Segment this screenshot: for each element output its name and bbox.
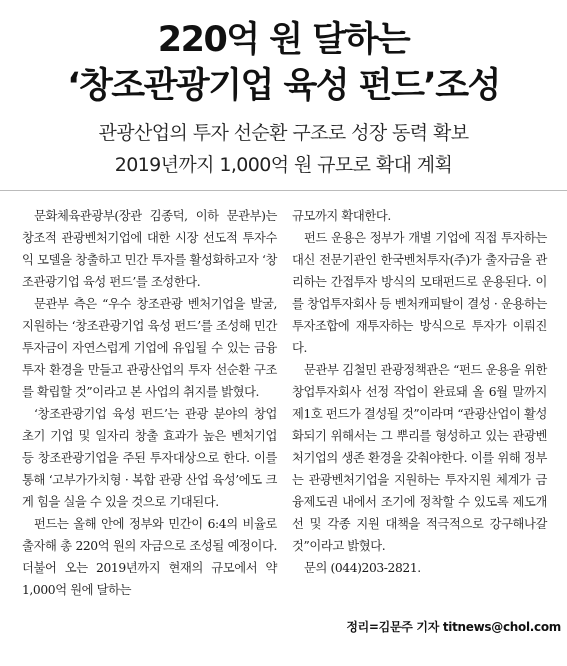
paragraph: 문관부 김철민 관광정책관은 “펀드 운용을 위한 창업투자회사 선정 작업이 완료돼 올 6월 말까지 제1호 펀드가 결성될 것”이라며 “관광산업이 활성화되기 위해서는 그 뿌리를 형성하고 있는 관광벤처기업의 생존 환경을 갖춰야한다. 이를 위해 정부는 관광벤처기업을 지원하는 투자지원 체계가 금융제도권 내에서 조기에 정착할 수 있도록 제도개선 및 각종 지원 대책을 적극적으로 강구해나갈 것”이라고 밝혔다.	[292, 363, 547, 553]
headline-line-2: ‘창조관광기업 육성 펀드’조성	[67, 66, 500, 106]
headline-line-1: 220억 원 달하는	[157, 20, 410, 60]
paragraph: 펀드 운용은 정부가 개별 기업에 직접 투자하는 대신 전문기관인 한국벤처투자(주)가 출자금을 관리하는 간접투자 방식의 모태펀드로 운용된다. 이를 창업투자회사 등 벤처캐피탈이 결성 · 운용하는 투자조합에 재투자하는 방식으로 투자가 이뤄진다.	[292, 231, 547, 355]
divider	[0, 190, 567, 191]
paragraph: 문화체육관광부(장관 김종덕, 이하 문관부)는 창조적 관광벤처기업에 대한 시장 선도적 투자수익 모델을 창출하고 민간 투자를 활성화하고자 ‘창조관광기업 육성 펀드’를 조성한다.	[22, 209, 277, 289]
paragraph: 펀드는 올해 안에 정부와 민간이 6:4의 비율로 출자해 총 220억 원의 자금으로 조성될 예정이다. 더불어 오는 2019년까지 현재의 규모에서 약 1,000억 원에 달하는	[22, 517, 277, 597]
article-column-right	[292, 205, 547, 579]
paragraph: 문의 (044)203-2821.	[304, 561, 421, 575]
paragraph: 규모까지 확대한다.	[292, 209, 391, 223]
byline: 정리=김문주 기자 titnews@chol.com	[346, 620, 561, 634]
paragraph: 문관부 측은 “우수 창조관광 벤처기업을 발굴, 지원하는 ‘창조관광기업 육성 펀드’를 조성해 민간 투자금이 자연스럽게 기업에 유입될 수 있는 금융투자 환경을 만들고 관광산업의 투자 선순환 구조를 확립할 것”이라고 본 사업의 취지를 밝혔다.	[22, 297, 277, 399]
paragraph: ‘창조관광기업 육성 펀드’는 관광 분야의 창업 초기 기업 및 일자리 창출 효과가 높은 벤처기업 등 창조관광기업을 주된 투자대상으로 한다. 이를 통해 ‘고부가가치형 · 복합 관광 산업 육성’에도 크게 힘을 실을 수 있을 것으로 기대된다.	[22, 407, 277, 509]
article-column-left	[22, 205, 277, 601]
subheadline-line-2: 2019년까지 1,000억 원 규모로 확대 계획	[114, 154, 453, 176]
subheadline-line-1: 관광산업의 투자 선순환 구조로 성장 동력 확보	[98, 122, 469, 144]
